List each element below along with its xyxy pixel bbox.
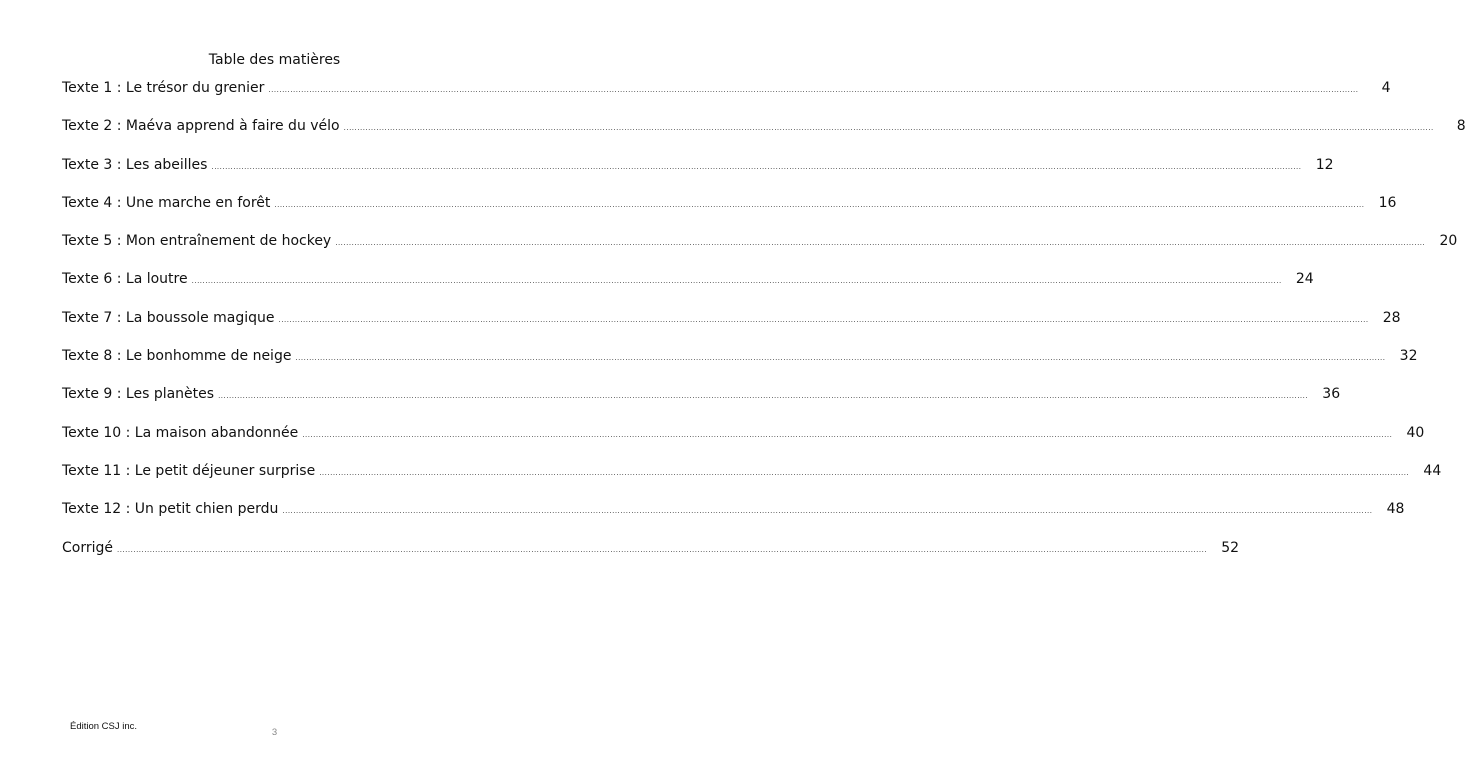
toc-dot-leader: ................................................................................................................................................................................................................................................................................................................................................................................................................ (335, 239, 1426, 248)
toc-entry-label: Texte 9 : Les planètes (62, 386, 215, 403)
toc-dot-leader: ................................................................................................................................................................................................................................................................................................................................................................................................................ (295, 354, 1386, 363)
toc-entry-page: 20 (1439, 233, 1458, 250)
toc-dot-leader: ................................................................................................................................................................................................................................................................................................................................................................................................................ (278, 315, 1369, 324)
toc-entry (62, 424, 1425, 463)
toc-entry-page: 12 (1315, 156, 1334, 173)
toc-entry-page: 32 (1399, 348, 1418, 365)
toc-entry (62, 386, 1341, 424)
toc-dot-leader: ................................................................................................................................................................................................................................................................................................................................................................................................................ (218, 392, 1309, 401)
toc-entry-page: 28 (1382, 309, 1401, 326)
toc-dot-leader: ................................................................................................................................................................................................................................................................................................................................................................................................................ (117, 545, 1208, 554)
toc-entry-page: 48 (1386, 501, 1405, 518)
toc-entry-page: 44 (1423, 462, 1442, 479)
toc-entry (62, 309, 1401, 348)
toc-entry (62, 539, 1240, 578)
toc-entry-label: Texte 5 : Mon entraînement de hockey (62, 233, 332, 250)
toc-entry-page: 16 (1378, 194, 1397, 211)
toc-entry (62, 156, 1334, 195)
toc-entry (62, 80, 1391, 118)
toc-entry-label: Texte 10 : La maison abandonnée (62, 424, 299, 441)
publisher-footer: Édition CSJ inc. (70, 721, 138, 732)
toc-entry-page: 36 (1322, 386, 1341, 403)
toc-dot-leader: ................................................................................................................................................................................................................................................................................................................................................................................................................ (211, 162, 1302, 171)
toc-entry (62, 348, 1418, 386)
toc-title: Table des matières (208, 52, 341, 68)
toc-entry-label: Texte 12 : Un petit chien perdu (62, 501, 279, 518)
toc-entry (62, 462, 1442, 501)
toc-entry (62, 271, 1314, 309)
toc-entry-label: Texte 2 : Maéva apprend à faire du vélo (62, 118, 340, 135)
toc-dot-leader: ................................................................................................................................................................................................................................................................................................................................................................................................................ (191, 277, 1282, 286)
toc-dot-leader: ................................................................................................................................................................................................................................................................................................................................................................................................................ (302, 430, 1393, 439)
table-of-contents (62, 80, 1466, 578)
toc-entry (62, 233, 1458, 271)
toc-entry-label: Texte 8 : Le bonhomme de neige (62, 348, 292, 365)
toc-entry (62, 118, 1466, 156)
toc-entry (62, 501, 1405, 539)
toc-entry-label: Texte 7 : La boussole magique (62, 309, 275, 326)
toc-dot-leader: ................................................................................................................................................................................................................................................................................................................................................................................................................ (282, 507, 1373, 516)
toc-entry (62, 194, 1397, 233)
toc-entry-page: 24 (1295, 271, 1314, 288)
toc-entry-label: Corrigé (62, 539, 113, 556)
toc-dot-leader: ................................................................................................................................................................................................................................................................................................................................................................................................................ (274, 200, 1365, 209)
toc-entry-label: Texte 3 : Les abeilles (62, 156, 208, 173)
toc-entry-page: 4 (1381, 80, 1391, 96)
page-number: 3 (271, 727, 278, 738)
toc-entry-label: Texte 11 : Le petit déjeuner surprise (62, 462, 316, 479)
toc-dot-leader: ................................................................................................................................................................................................................................................................................................................................................................................................................ (343, 124, 1434, 133)
toc-dot-leader: ................................................................................................................................................................................................................................................................................................................................................................................................................ (268, 86, 1359, 94)
toc-entry-label: Texte 1 : Le trésor du grenier (62, 80, 265, 96)
toc-entry-page: 52 (1221, 539, 1240, 556)
toc-entry-page: 40 (1406, 424, 1425, 441)
toc-entry-page: 8 (1456, 118, 1466, 135)
toc-entry-label: Texte 4 : Une marche en forêt (62, 194, 271, 211)
toc-dot-leader: ................................................................................................................................................................................................................................................................................................................................................................................................................ (319, 468, 1410, 477)
toc-entry-label: Texte 6 : La loutre (62, 271, 188, 288)
